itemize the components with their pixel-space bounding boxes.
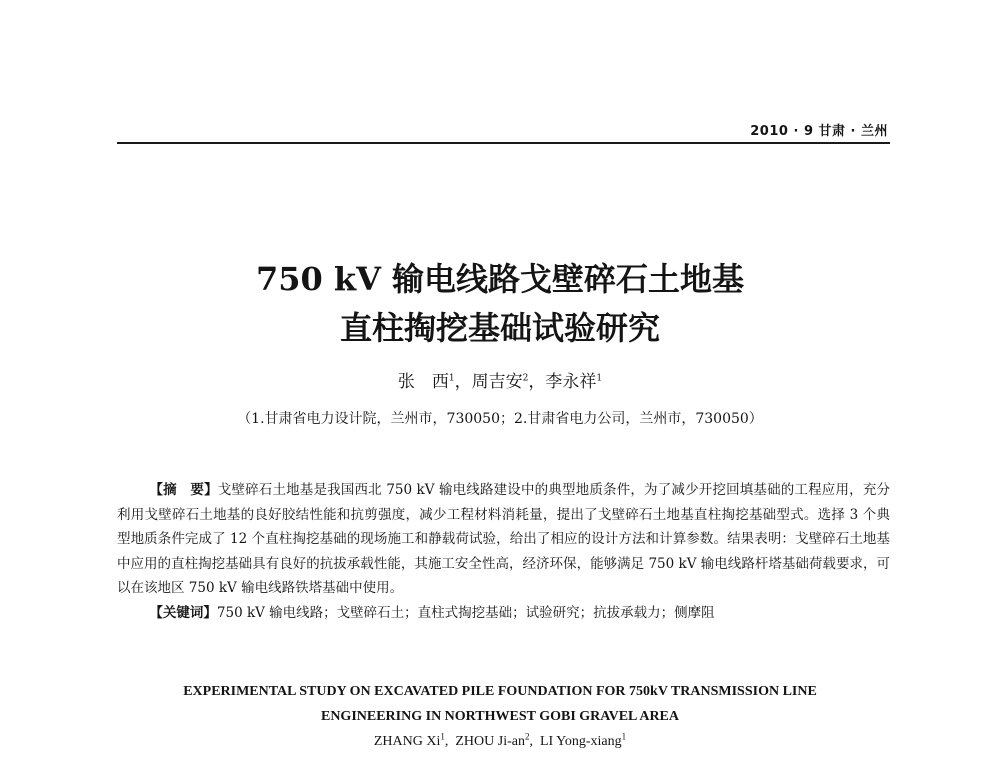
english-author-list <box>0 731 1000 753</box>
keywords-text: 750 kV 输电线路；戈壁碎石土；直柱式掏挖基础；试验研究；抗拔承载力；侧摩阻 <box>216 604 715 621</box>
author-name: 张 西 <box>397 372 449 392</box>
header-rule <box>117 142 890 144</box>
english-author-affiliation-mark: 2 <box>524 731 530 742</box>
paper-title-line-2: 直柱掏挖基础试验研究 <box>339 309 660 347</box>
english-author-name: LI Yong-xiang <box>539 734 622 749</box>
english-author-name: ZHOU Ji-an <box>455 734 525 749</box>
keywords-paragraph <box>117 601 890 626</box>
author-separator: , <box>444 734 456 749</box>
author-name: 李永祥 <box>545 372 597 392</box>
english-author-name: ZHANG Xi <box>373 734 441 749</box>
author-list <box>0 369 1000 395</box>
keywords-label: 【关键词】 <box>149 604 217 621</box>
author-separator: , <box>529 734 540 749</box>
paper-title-line-1: 750 kV 输电线路戈壁碎石土地基 <box>255 260 745 298</box>
abstract-paragraph <box>117 478 890 601</box>
abstract-block <box>117 478 890 625</box>
english-title-line-1: EXPERIMENTAL STUDY ON EXCAVATED PILE FOUNDATION FOR 750kV TRANSMISSION LINE <box>183 684 817 699</box>
page-header <box>117 120 890 150</box>
author-affiliation-mark: 1 <box>596 373 603 384</box>
abstract-label: 【摘 要】 <box>149 482 218 498</box>
author-separator: ， <box>528 372 546 392</box>
english-author-affiliation-mark: 1 <box>621 731 627 742</box>
author-separator: ， <box>454 372 472 392</box>
author-affiliation-mark: 2 <box>522 373 529 384</box>
abstract-text: 戈壁碎石土地基是我国西北 750 kV 输电线路建设中的典型地质条件，为了减少开挖回填基础的工程应用，充分利用戈壁碎石土地基的良好胶结性能和抗剪强度，减少工程材料消耗量，提出了戈壁碎石土地基直柱掏挖基础型式。选择 3 个典型地质条件完成了 12 个直柱掏挖基础的现场施工和静载荷试验，给出了相应的设计方法和计算参数。结果表明：戈壁碎石土地基中应用的直柱掏挖基础具有良好的抗拔承载性能，其施工安全性高，经济环保，能够满足 750 kV 输电线路杆塔基础荷载要求，可以在该地区 750 kV 输电线路铁塔基础中使用。 <box>117 482 890 596</box>
author-name: 周吉安 <box>471 372 523 392</box>
affiliation: （1.甘肃省电力设计院，兰州市，730050；2.甘肃省电力公司，兰州市，730050） <box>237 411 763 427</box>
english-author-affiliation-mark: 1 <box>440 731 445 742</box>
english-title-line-2: ENGINEERING IN NORTHWEST GOBI GRAVEL AREA <box>320 709 680 724</box>
issue-info: 2010 · 9 甘肃 · 兰州 <box>750 124 888 139</box>
author-affiliation-mark: 1 <box>448 373 455 384</box>
